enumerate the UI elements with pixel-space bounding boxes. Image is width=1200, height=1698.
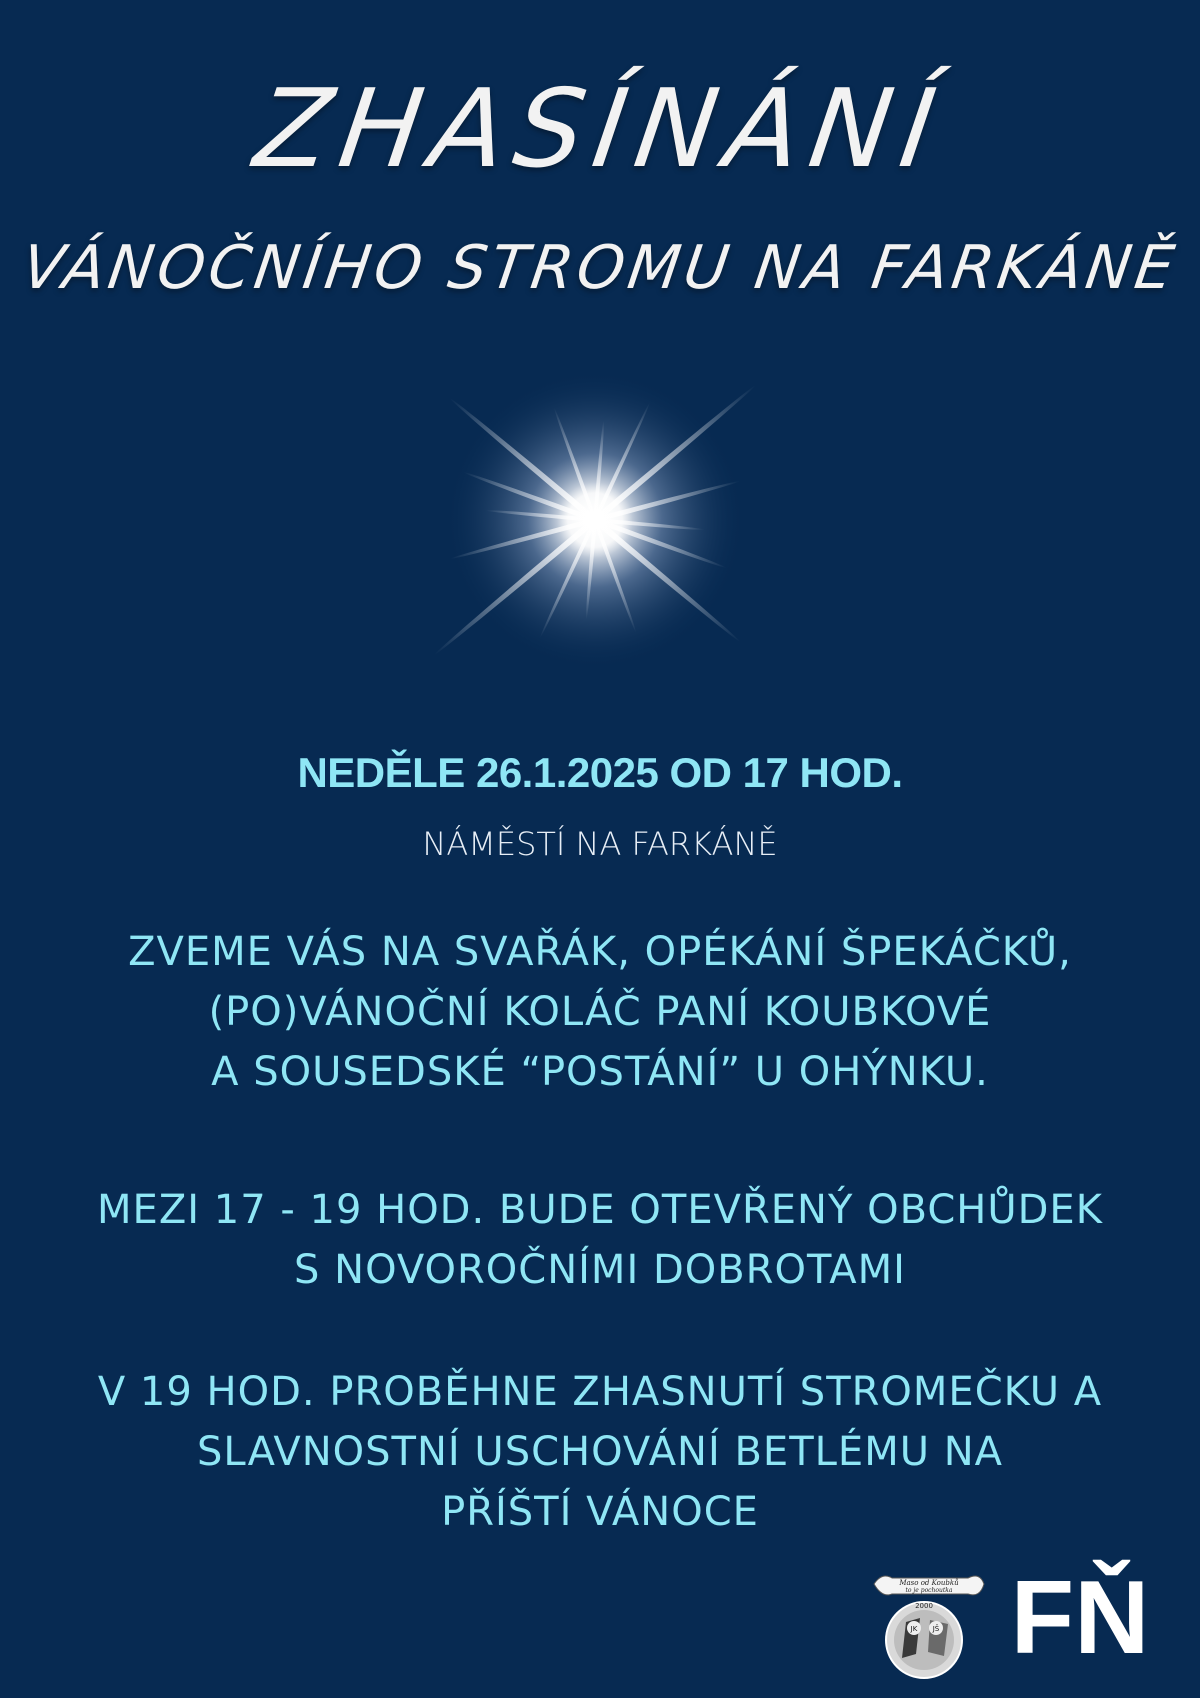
svg-text:Maso od Koubků: Maso od Koubků bbox=[899, 1579, 959, 1587]
brand-mark: FŇ bbox=[1010, 1560, 1150, 1676]
logo-initials-right: JŠ bbox=[932, 1625, 940, 1633]
logo-initials-left: JK bbox=[910, 1625, 918, 1633]
paragraph-line: A SOUSEDSKÉ “POSTÁNÍ” U OHÝNKU. bbox=[211, 1049, 989, 1095]
title-subtitle: VÁNOČNÍHO STROMU NA FARKÁNĚ bbox=[17, 233, 1183, 303]
butcher-badge-logo bbox=[872, 1562, 986, 1682]
paragraph-line: V 19 HOD. PROBĚHNE ZHASNUTÍ STROMEČKU A bbox=[97, 1369, 1103, 1415]
paragraph-line: ZVEME VÁS NA SVAŘÁK, OPÉKÁNÍ ŠPEKÁČKŮ, bbox=[128, 929, 1072, 975]
title-main: ZHASÍNÁNÍ bbox=[247, 67, 953, 192]
ceremony-paragraph bbox=[40, 1362, 1160, 1542]
logo-year: 2000 bbox=[915, 1602, 933, 1610]
paragraph-line: MEZI 17 - 19 HOD. BUDE OTEVŘENÝ OBCHŮDEK bbox=[97, 1187, 1103, 1233]
star-burst-icon bbox=[345, 300, 845, 740]
paragraph-line: SLAVNOSTNÍ USCHOVÁNÍ BETLÉMU NA bbox=[197, 1429, 1003, 1475]
svg-text:to je pochoutka: to je pochoutka bbox=[905, 1587, 953, 1594]
event-date: NEDĚLE 26.1.2025 OD 17 HOD. bbox=[297, 749, 903, 796]
paragraph-line: (PO)VÁNOČNÍ KOLÁČ PANÍ KOUBKOVÉ bbox=[208, 989, 992, 1035]
shop-paragraph bbox=[40, 1180, 1160, 1300]
paragraph-line: S NOVOROČNÍMI DOBROTAMI bbox=[294, 1247, 906, 1293]
paragraph-line: PŘÍŠTÍ VÁNOCE bbox=[441, 1489, 759, 1535]
event-place: NÁMĚSTÍ NA FARKÁNĚ bbox=[422, 825, 778, 863]
invitation-paragraph bbox=[40, 922, 1160, 1102]
